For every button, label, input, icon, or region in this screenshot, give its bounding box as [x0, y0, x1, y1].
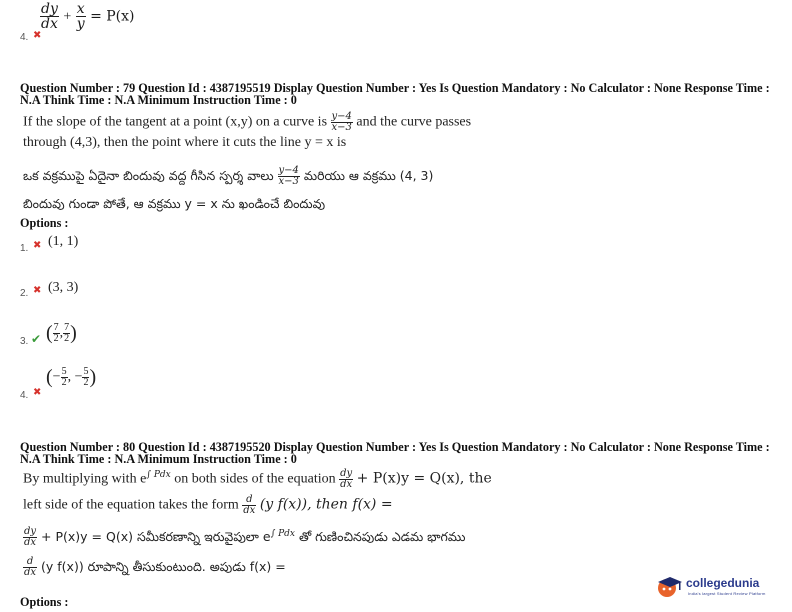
q79-option3-number: 3.: [20, 336, 29, 347]
q80-english-line1: By multiplying with $e^{\int Pdx}$ on both sides of the equation $\frac{dy}{dx}$ + P(x)y = Q(x), the: [23, 468, 492, 490]
top-eq-xy: $\frac{x}{y}$: [76, 1, 85, 32]
top-eq-dydx: $\frac{dy}{dx}$: [41, 1, 58, 32]
cross-icon: ✖: [33, 240, 42, 251]
q79-telugu-line2: బిందువు గుండా పోతే, ఆ వక్రము y = x ను ఖండించే బిందువు: [23, 196, 326, 211]
q79-telugu-slope-fraction: $\frac{y-4}{x-3}$: [278, 165, 299, 187]
q79-options-label: Options :: [20, 216, 69, 230]
logo-name: collegedunia: [686, 576, 760, 590]
q79-option1-value: (1, 1): [48, 234, 79, 249]
cross-icon: ✖: [33, 30, 42, 41]
logo-tagline: India's largest Student Review Platform: [688, 591, 766, 596]
cross-icon: ✖: [33, 387, 42, 398]
q80-d-dx-fraction: $\frac{d}{dx}$: [243, 494, 256, 516]
q80-header-line1: Question Number : 80 Question Id : 4387195520 Display Question Number : Yes Is Question Mandatory : No Calculator : None Response Time :: [20, 440, 770, 454]
q79-option2-number: 2.: [20, 288, 29, 299]
q80-telugu-d-dx-fraction: $\frac{d}{dx}$: [24, 556, 37, 578]
top-option-number: 4.: [20, 32, 29, 43]
q79-english-line2: through (4,3), then the point where it cuts the line y = x is: [23, 135, 347, 150]
top-equation: $\frac{dy}{dx}$ + $\frac{x}{y}$ = P(x): [41, 1, 135, 32]
q80-telugu-line2: $\frac{d}{dx}$ (y f(x)) రూపాన్ని తీసుకుంటుంది. అపుడు f(x) =: [24, 556, 286, 578]
cross-icon: ✖: [33, 285, 42, 296]
q79-slope-fraction: $\frac{y-4}{x-3}$: [331, 111, 352, 133]
q79-option3-value: ( $\frac{7}{2}$ , $\frac{7}{2}$ ): [46, 322, 77, 344]
q79-option2-value: (3, 3): [48, 280, 79, 295]
q79-telugu-line1: ఒక వక్రముపై ఏదైనా బిందువు వద్ద గీసిన స్పర్శ వాలు $\frac{y-4}{x-3}$ మరియు ఆ వక్రము (4, 3): [23, 165, 434, 187]
q79-option1-number: 1.: [20, 243, 29, 254]
q79-english-line1: If the slope of the tangent at a point (x,y) on a curve is $\frac{y-4}{x-3}$ and the curve passes: [23, 111, 472, 133]
graduation-cap-icon: [655, 574, 685, 598]
q79-header-line1: Question Number : 79 Question Id : 4387195519 Display Question Number : Yes Is Question Mandatory : No Calculator : None Response Time :: [20, 81, 770, 95]
q79-option4-value: (− $\frac{5}{2}$ , − $\frac{5}{2}$ ): [46, 366, 97, 388]
q79-header-line2: N.A Think Time : N.A Minimum Instruction Time : 0: [20, 93, 297, 107]
q80-telugu-line1: $\frac{dy}{dx}$ + P(x)y = Q(x) సమీకరణాన్ని ఇరువైపులా $e^{\int Pdx}$ తో గుణించినపుడు ఎడమ భాగము: [24, 526, 466, 548]
q80-english-line2: left side of the equation takes the form $\frac{d}{dx}$ (y f(x)), then f(x) =: [23, 494, 393, 516]
q80-telugu-dydx-fraction: $\frac{dy}{dx}$: [24, 526, 37, 548]
collegedunia-logo: [655, 572, 788, 602]
q80-dydx-fraction: $\frac{dy}{dx}$: [340, 468, 353, 490]
check-icon: ✔: [31, 332, 42, 346]
q80-header-line2: N.A Think Time : N.A Minimum Instruction Time : 0: [20, 452, 297, 466]
q79-option4-number: 4.: [20, 390, 29, 401]
q80-options-label: Options :: [20, 595, 69, 609]
